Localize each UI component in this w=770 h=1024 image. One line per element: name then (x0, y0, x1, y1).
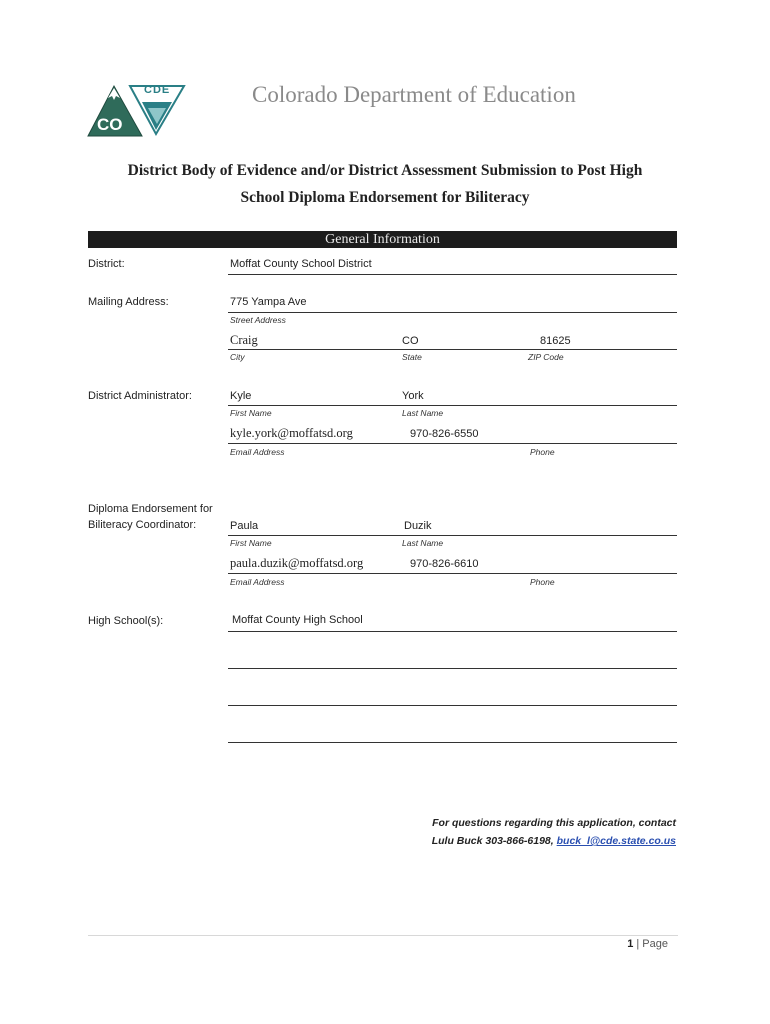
high-school-rule-1 (228, 631, 677, 632)
logo-text-main: CO (97, 115, 123, 134)
admin-name-rule (228, 405, 677, 406)
cde-logo (86, 80, 186, 140)
coord-first-value[interactable]: Paula (230, 520, 259, 532)
page-label: | Page (636, 938, 668, 950)
page-footer (627, 938, 668, 950)
contact-name-phone: Lulu Buck 303-866-6198, (431, 835, 557, 847)
admin-phone-value[interactable]: 970-826-6550 (410, 428, 479, 440)
coord-contact-rule (228, 573, 677, 574)
city-value[interactable]: Craig (230, 333, 258, 347)
coordinator-label-line1: Diploma Endorsement for (88, 503, 213, 515)
admin-last-caption: Last Name (402, 408, 444, 418)
coordinator-label-line2: Biliteracy Coordinator: (88, 519, 197, 531)
contact-line2 (432, 835, 676, 847)
admin-first-value[interactable]: Kyle (230, 390, 252, 402)
admin-email-value[interactable]: kyle.york@moffatsd.org (230, 426, 353, 440)
coord-first-caption: First Name (230, 538, 272, 548)
mailing-label: Mailing Address: (88, 296, 169, 308)
street-value[interactable]: 775 Yampa Ave (230, 296, 307, 308)
coord-last-value[interactable]: Duzik (404, 520, 432, 532)
street-caption: Street Address (230, 315, 286, 325)
coord-email-caption: Email Address (230, 577, 285, 587)
coord-phone-value[interactable]: 970-826-6610 (410, 558, 479, 570)
state-value[interactable]: CO (402, 335, 419, 347)
doc-title-line2: School Diploma Endorsement for Biliteracy (240, 189, 530, 206)
admin-email-caption: Email Address (230, 447, 285, 457)
coord-last-caption: Last Name (402, 538, 444, 548)
coord-phone-caption: Phone (530, 577, 555, 587)
footer-divider (88, 935, 678, 936)
page-number: 1 (627, 938, 634, 950)
doc-title-line1: District Body of Evidence and/or District Assessment Submission to Post High (127, 162, 643, 179)
admin-last-value[interactable]: York (402, 390, 424, 402)
high-schools-label: High School(s): (88, 615, 164, 627)
district-value[interactable]: Moffat County School District (230, 258, 372, 270)
coord-name-rule (228, 535, 677, 536)
contact-line1: For questions regarding this application, contact (432, 817, 676, 829)
admin-phone-caption: Phone (530, 447, 555, 457)
admin-first-caption: First Name (230, 408, 272, 418)
admin-contact-rule (228, 443, 677, 444)
zip-value[interactable]: 81625 (540, 335, 571, 347)
contact-email-link[interactable]: buck_l@cde.state.co.us (556, 835, 676, 847)
section-header: General Information (88, 231, 677, 248)
high-school-value-1[interactable]: Moffat County High School (232, 614, 363, 626)
administrator-label: District Administrator: (88, 390, 192, 402)
high-school-rule-3[interactable] (228, 705, 677, 706)
street-rule (228, 312, 677, 313)
district-label: District: (88, 258, 125, 270)
zip-caption: ZIP Code (528, 352, 564, 362)
city-caption: City (230, 352, 245, 362)
high-school-rule-2[interactable] (228, 668, 677, 669)
coord-email-value[interactable]: paula.duzik@moffatsd.org (230, 556, 364, 570)
state-caption: State (402, 352, 422, 362)
high-school-rule-4[interactable] (228, 742, 677, 743)
logo-text-top: CDE (144, 84, 171, 96)
district-rule (228, 274, 677, 275)
city-rule (228, 349, 677, 350)
org-title: Colorado Department of Education (252, 82, 576, 107)
